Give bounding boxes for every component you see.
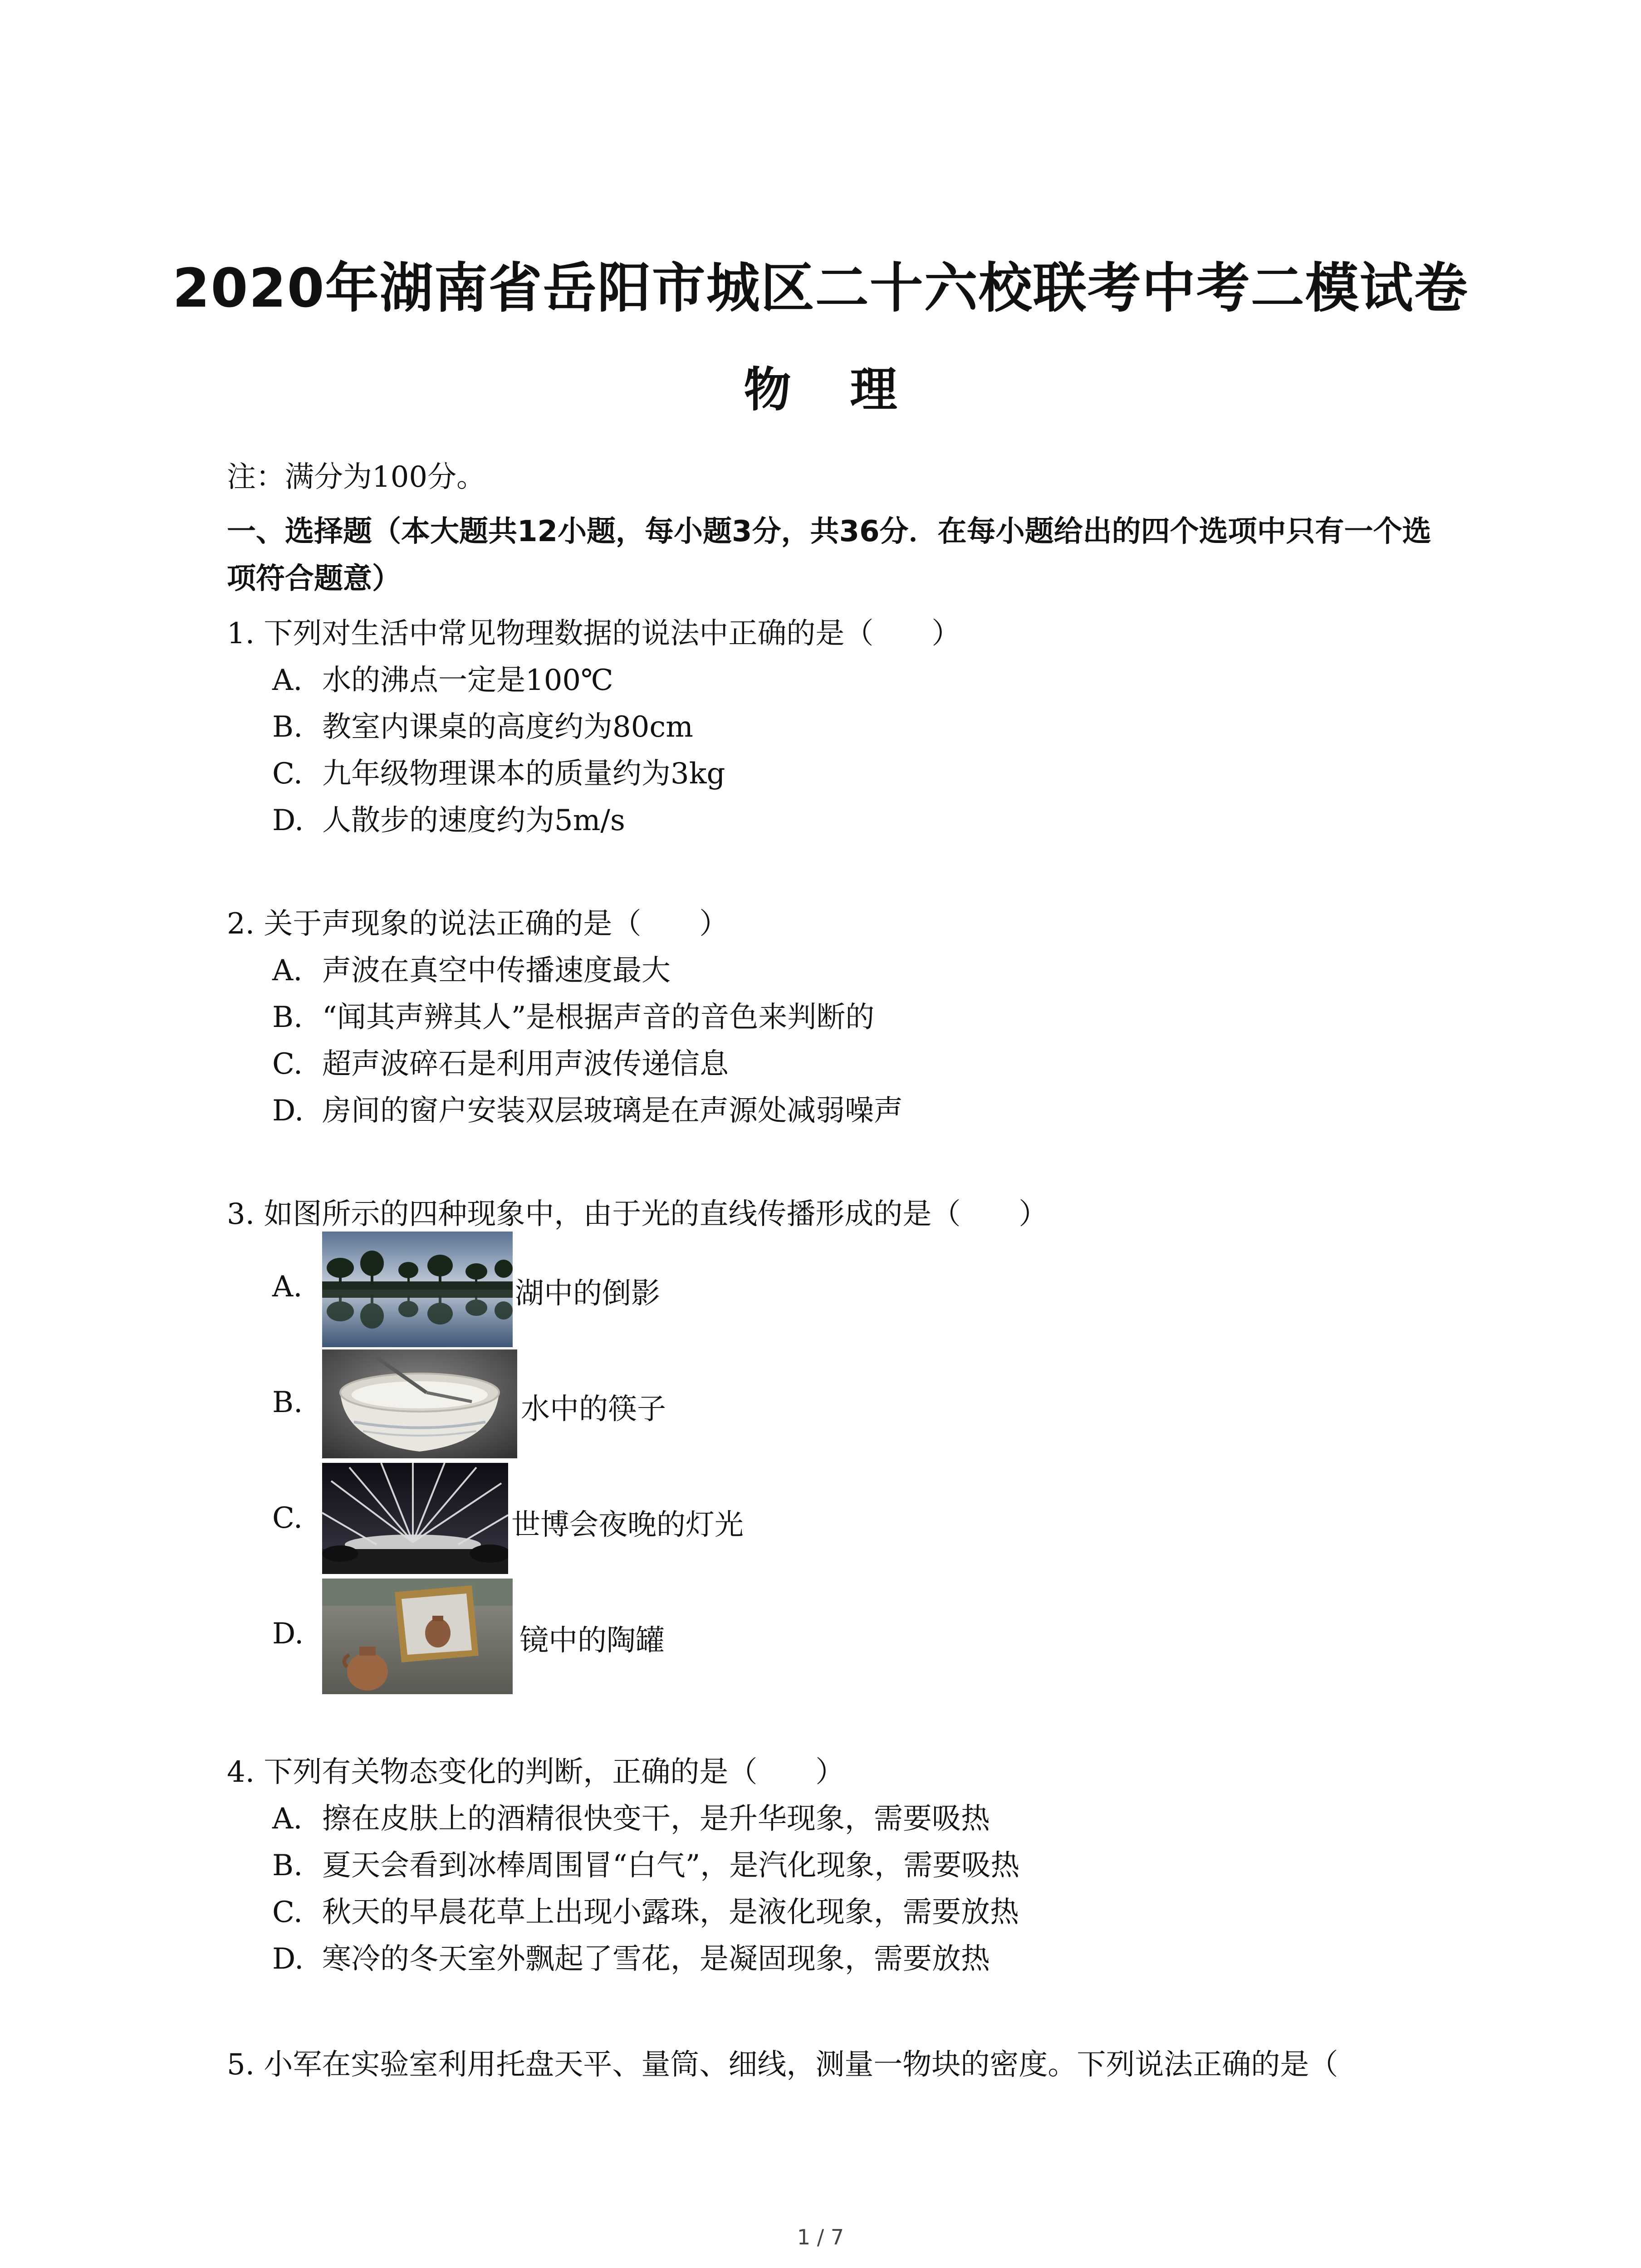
page-number: 1 / 7 (797, 2225, 844, 2249)
option-label: B. (272, 1001, 303, 1034)
question-3-stem: 3. 如图所示的四种现象中，由于光的直线传播形成的是（ ） (227, 1198, 1048, 1231)
option-label: B. (272, 1849, 303, 1882)
option-label: D. (272, 804, 304, 837)
question-2-stem: 2. 关于声现象的说法正确的是（ ） (227, 907, 729, 941)
option-label: A. (272, 954, 303, 987)
option-text: 超声波碎石是利用声波传递信息 (322, 1047, 729, 1081)
question-1-option-a (272, 657, 613, 699)
option-label: C. (272, 1047, 303, 1081)
question-5-stem: 5. 小军在实验室利用托盘天平、量筒、细线，测量一物块的密度。下列说法正确的是（ (227, 2048, 1338, 2082)
option-text: 水的沸点一定是100℃ (322, 664, 613, 697)
option-label: C. (272, 1896, 303, 1929)
question-2-option-c (272, 1041, 729, 1082)
question-1-option-d (272, 797, 625, 839)
option-text: 秋天的早晨花草上出现小露珠，是液化现象，需要放热 (322, 1896, 1019, 1929)
pot-in-mirror-photo (322, 1579, 513, 1694)
option-text: 擦在皮肤上的酒精很快变干，是升华现象，需要吸热 (322, 1802, 990, 1836)
question-1-option-b (272, 704, 693, 745)
option-text: 湖中的倒影 (515, 1277, 660, 1310)
option-label: D. (272, 1617, 304, 1651)
exam-title: 2020年湖南省岳阳市城区二十六校联考中考二模试卷 (172, 257, 1469, 319)
option-label: B. (272, 1386, 303, 1419)
question-1-stem: 1. 下列对生活中常见物理数据的说法中正确的是（ ） (227, 617, 961, 650)
question-4-option-c (272, 1889, 1019, 1931)
option-label: A. (272, 664, 303, 697)
option-label: C. (272, 1501, 303, 1535)
option-text: 房间的窗户安装双层玻璃是在声源处减弱噪声 (322, 1094, 903, 1128)
option-label: C. (272, 757, 303, 791)
question-2-option-a (272, 947, 671, 989)
option-text: 九年级物理课本的质量约为3kg (322, 757, 725, 791)
score-note: 注：满分为100分。 (227, 460, 486, 494)
option-label: A. (272, 1802, 303, 1836)
lake-reflection-photo (322, 1232, 513, 1347)
option-text: “闻其声辨其人”是根据声音的音色来判断的 (322, 1001, 875, 1034)
section-heading: 一、选择题（本大题共12小题，每小题3分，共36分．在每小题给出的四个选项中只有一个选项符合题意） (227, 515, 1431, 596)
exam-subject: 物理 (744, 362, 956, 417)
question-2-option-d (272, 1087, 903, 1129)
option-text: 水中的筷子 (521, 1393, 666, 1426)
option-label: D. (272, 1942, 304, 1976)
option-label: B. (272, 710, 303, 744)
option-text: 夏天会看到冰棒周围冒“白气”，是汽化现象，需要吸热 (322, 1849, 1020, 1882)
question-4-option-b (272, 1842, 1019, 1884)
option-text: 人散步的速度约为5m/s (322, 804, 625, 837)
question-2-option-b (272, 994, 874, 1036)
option-text: 世博会夜晚的灯光 (511, 1508, 744, 1542)
option-label: D. (272, 1094, 304, 1128)
question-4-option-a (272, 1795, 990, 1837)
question-1-option-c (272, 750, 725, 792)
chopstick-in-bowl-photo (322, 1349, 517, 1458)
option-label: A. (272, 1270, 303, 1304)
option-text: 声波在真空中传播速度最大 (322, 954, 671, 987)
option-text: 镜中的陶罐 (519, 1624, 665, 1657)
expo-night-lights-photo (322, 1463, 508, 1574)
question-4-stem: 4. 下列有关物态变化的判断，正确的是（ ） (227, 1755, 845, 1789)
option-text: 寒冷的冬天室外飘起了雪花，是凝固现象，需要放热 (322, 1942, 990, 1976)
option-text: 教室内课桌的高度约为80cm (322, 710, 693, 744)
question-4-option-d (272, 1936, 990, 1977)
